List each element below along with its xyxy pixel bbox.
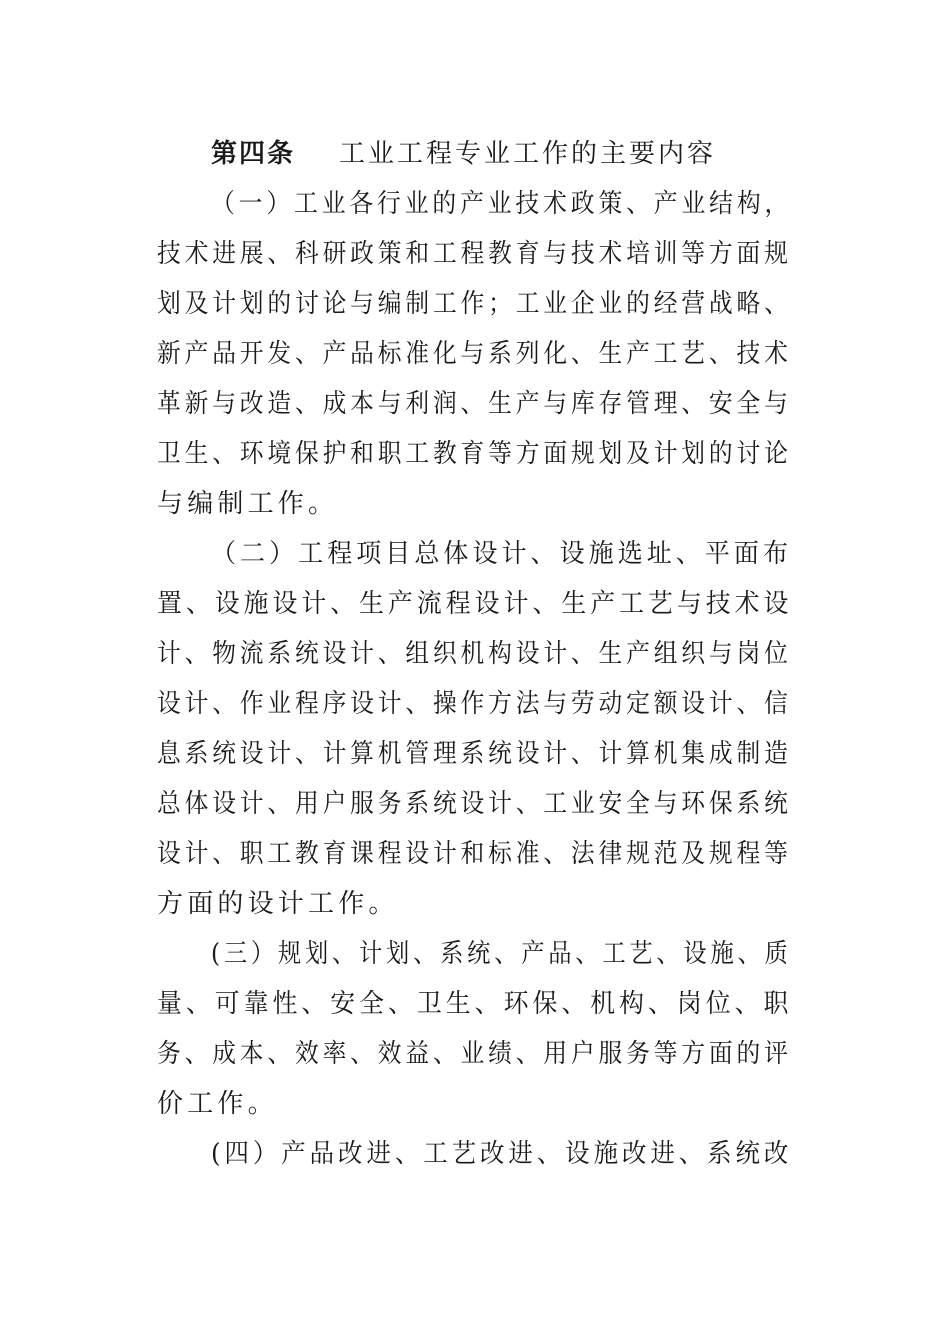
paragraph-2-line-7: 设计、职工教育课程设计和标准、法律规范及规程等 <box>157 839 792 869</box>
paragraph-1-line-7: 与编制工作。 <box>157 489 339 519</box>
paragraph-2-line-2: 置、设施设计、生产流程设计、生产工艺与技术设 <box>157 589 793 619</box>
paragraph-2-line-1: （二）工程项目总体设计、设施选址、平面布 <box>211 539 793 569</box>
paragraph-2-line-8: 方面的设计工作。 <box>157 889 399 919</box>
paragraph-3-line-1: (三）规划、计划、系统、产品、工艺、设施、质 <box>211 939 792 969</box>
article-number: 第四条 <box>211 139 296 169</box>
paragraph-1-line-6: 卫生、环境保护和职工教育等方面规划及计划的讨论 <box>157 439 792 469</box>
paragraph-3-line-2: 量、可靠性、安全、卫生、环保、机构、岗位、职 <box>157 989 793 1019</box>
paragraph-1-line-1: （一）工业各行业的产业技术政策、产业结构， <box>211 189 793 219</box>
paragraph-3-line-4: 价工作。 <box>157 1089 278 1119</box>
paragraph-1-line-5: 革新与改造、成本与利润、生产与库存管理、安全与 <box>157 389 792 419</box>
paragraph-2-line-5: 息系统设计、计算机管理系统设计、计算机集成制造 <box>157 739 792 769</box>
article-title: 工业工程专业工作的主要内容 <box>339 139 717 169</box>
paragraph-2-line-3: 计、物流系统设计、组织机构设计、生产组织与岗位 <box>157 639 792 669</box>
paragraph-2-line-6: 总体设计、用户服务系统设计、工业安全与环保系统 <box>157 789 792 819</box>
paragraph-4-line-1: (四）产品改进、工艺改进、设施改进、系统改 <box>211 1139 793 1169</box>
article-heading <box>211 136 716 172</box>
paragraph-1-line-4: 新产品开发、产品标准化与系列化、生产工艺、技术 <box>157 339 792 369</box>
paragraph-3-line-3: 务、成本、效率、效益、业绩、用户服务等方面的评 <box>157 1039 792 1069</box>
paragraph-1-line-3: 划及计划的讨论与编制工作；工业企业的经营战略、 <box>157 289 792 319</box>
paragraph-2-line-4: 设计、作业程序设计、操作方法与劳动定额设计、信 <box>157 689 792 719</box>
paragraph-1-line-2: 技术进展、科研政策和工程教育与技术培训等方面规 <box>157 239 792 269</box>
